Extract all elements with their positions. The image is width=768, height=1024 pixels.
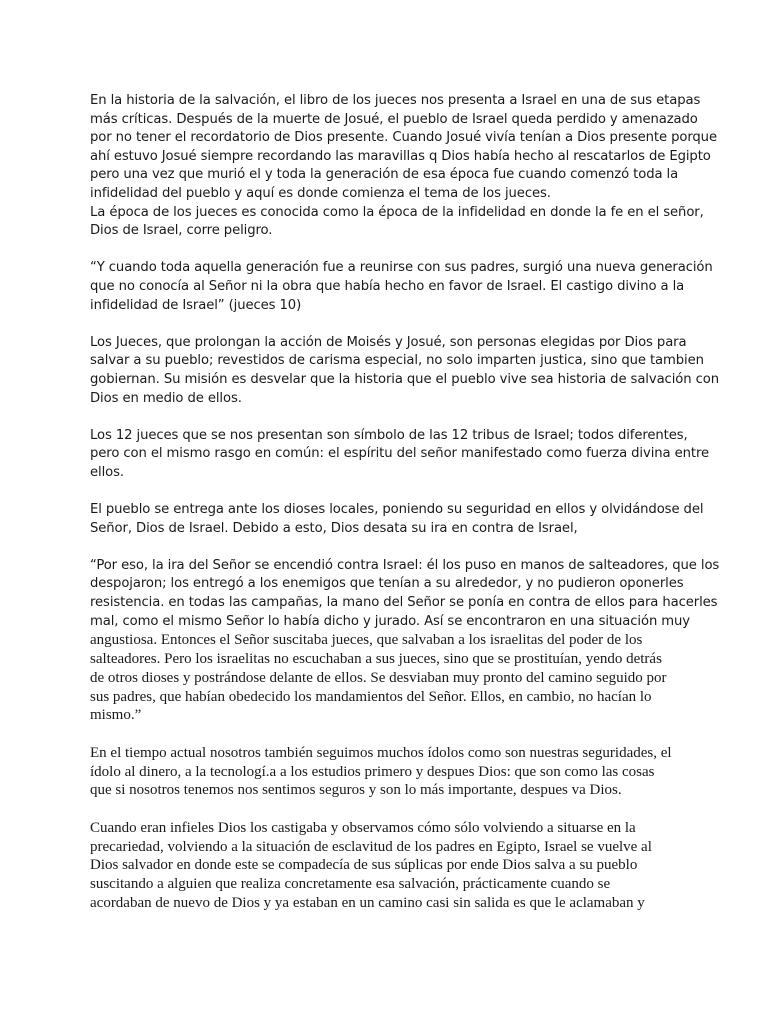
text-line: ídolo al dinero, a la tecnologí.a a los estudios primero y despues Dios: que son como las cosas — [90, 763, 655, 780]
paragraph-infieles — [90, 819, 688, 913]
text-line: que no conocía al Señor ni la obra que había hecho en favor de Israel. El castigo divino a la — [90, 278, 685, 294]
paragraph-spacer — [90, 725, 688, 744]
paragraph-spacer — [90, 482, 688, 501]
text-line: Dios de Israel, corre peligro. — [90, 223, 273, 239]
text-line: Los Jueces, que prolongan la acción de Moisés y Josué, son personas elegidas por Dios para — [90, 334, 687, 350]
text-line: angustiosa. Entonces el Señor suscitaba jueces, que salvaban a los israelitas del poder de los — [90, 632, 643, 649]
text-line: precariedad, volviendo a la situación de esclavitud de los padres en Egipto, Israel se vuelve al — [90, 838, 652, 855]
text-line: suscitando a alguien que realiza concretamente esa salvación, prácticamente cuando se — [90, 876, 611, 893]
text-line: acordaban de nuevo de Dios y ya estaban en un camino casi sin salida es que le aclamaban y — [90, 894, 645, 911]
paragraph-los-jueces — [90, 334, 719, 408]
text-line: La época de los jueces es conocida como la época de la infidelidad en donde la fe en el señor, — [90, 204, 704, 220]
text-line: ellos. — [90, 464, 124, 480]
text-line: más críticas. Después de la muerte de Josué, el pueblo de Israel queda perdido y amenazado — [90, 111, 698, 127]
text-line: mal, como el mismo Señor lo había dicho y jurado. Así se encontraron en una situación muy — [90, 613, 691, 629]
text-line: de otros dioses y postrándose delante de ellos. Se desviaban muy pronto del camino seguido por — [90, 669, 667, 686]
text-line: El pueblo se entrega ante los dioses locales, poniendo su seguridad en ellos y olvidándose del — [90, 502, 704, 518]
text-line: En el tiempo actual nosotros también seguimos muchos ídolos como son nuestras seguridades, el — [90, 744, 672, 761]
text-line: Dios salvador en donde este se compadecía de sus súplicas por ende Dios salva a su pueblo — [90, 857, 638, 874]
paragraph-spacer — [90, 408, 688, 427]
paragraph-quote-jueces — [90, 259, 713, 315]
paragraph-intro — [90, 92, 717, 241]
paragraph-pueblo — [90, 501, 704, 538]
text-line: En la historia de la salvación, el libro de los jueces nos presenta a Israel en una de sus etapas — [90, 93, 701, 108]
text-line: resistencia. en todas las campañas, la mano del Señor se ponía en contra de ellos para hacerles — [90, 595, 718, 611]
text-line: “Y cuando toda aquella generación fue a reunirse con sus padres, surgió una nueva generación — [90, 260, 713, 276]
text-line: pero con el mismo rasgo en común: el espíritu del señor manifestado como fuerza divina entre — [90, 446, 709, 462]
text-line: salvar a su pueblo; revestidos de carisma especial, no solo imparten justica, sino que tambien — [90, 353, 704, 369]
text-line: pero una vez que murió el y toda la generación de esa época fue cuando comenzó toda la — [90, 167, 679, 183]
text-line: ahí estuvo Josué siempre recordando las maravillas q Dios había hecho al rescatarlos de Egipto — [90, 148, 711, 164]
paragraph-spacer — [90, 538, 688, 557]
paragraph-12-jueces — [90, 427, 709, 483]
text-line: sus padres, que habían obedecido los mandamientos del Señor. Ellos, en cambio, no hacían lo — [90, 688, 652, 705]
paragraph-spacer — [90, 241, 688, 260]
text-line: salteadores. Pero los israelitas no escuchaban a sus jueces, sino que se prostituían, yendo detrás — [90, 651, 662, 668]
text-line: que si nosotros tenemos nos sentimos seguros y son lo más importante, despues va Dios. — [90, 782, 622, 799]
text-line: Señor, Dios de Israel. Debido a esto, Dios desata su ira en contra de Israel, — [90, 520, 578, 536]
text-line: infidelidad de Israel” (jueces 10) — [90, 297, 302, 313]
paragraph-spacer — [90, 800, 688, 819]
paragraph-spacer — [90, 315, 688, 334]
paragraph-quote-ira — [90, 557, 720, 725]
text-line: Dios en medio de ellos. — [90, 390, 242, 406]
text-line: despojaron; los entregó a los enemigos que tenían a su alrededor, y no pudieron oponerles — [90, 576, 684, 592]
text-line: infidelidad del pueblo y aquí es donde comienza el tema de los jueces. — [90, 185, 551, 201]
text-line: Cuando eran infieles Dios los castigaba y observamos cómo sólo volviendo a situarse en la — [90, 819, 636, 836]
paragraph-tiempo-actual — [90, 744, 688, 800]
text-line: Los 12 jueces que se nos presentan son símbolo de las 12 tribus de Israel; todos diferentes, — [90, 427, 688, 443]
text-line: por no tener el recordatorio de Dios presente. Cuando Josué vivía tenían a Dios presente porque — [90, 130, 717, 146]
text-line: “Por eso, la ira del Señor se encendió contra Israel: él los puso en manos de salteadores, que los — [90, 557, 720, 573]
text-line: mismo.” — [90, 707, 142, 724]
text-line: gobiernan. Su misión es desvelar que la historia que el pueblo vive sea historia de salvación con — [90, 371, 719, 387]
